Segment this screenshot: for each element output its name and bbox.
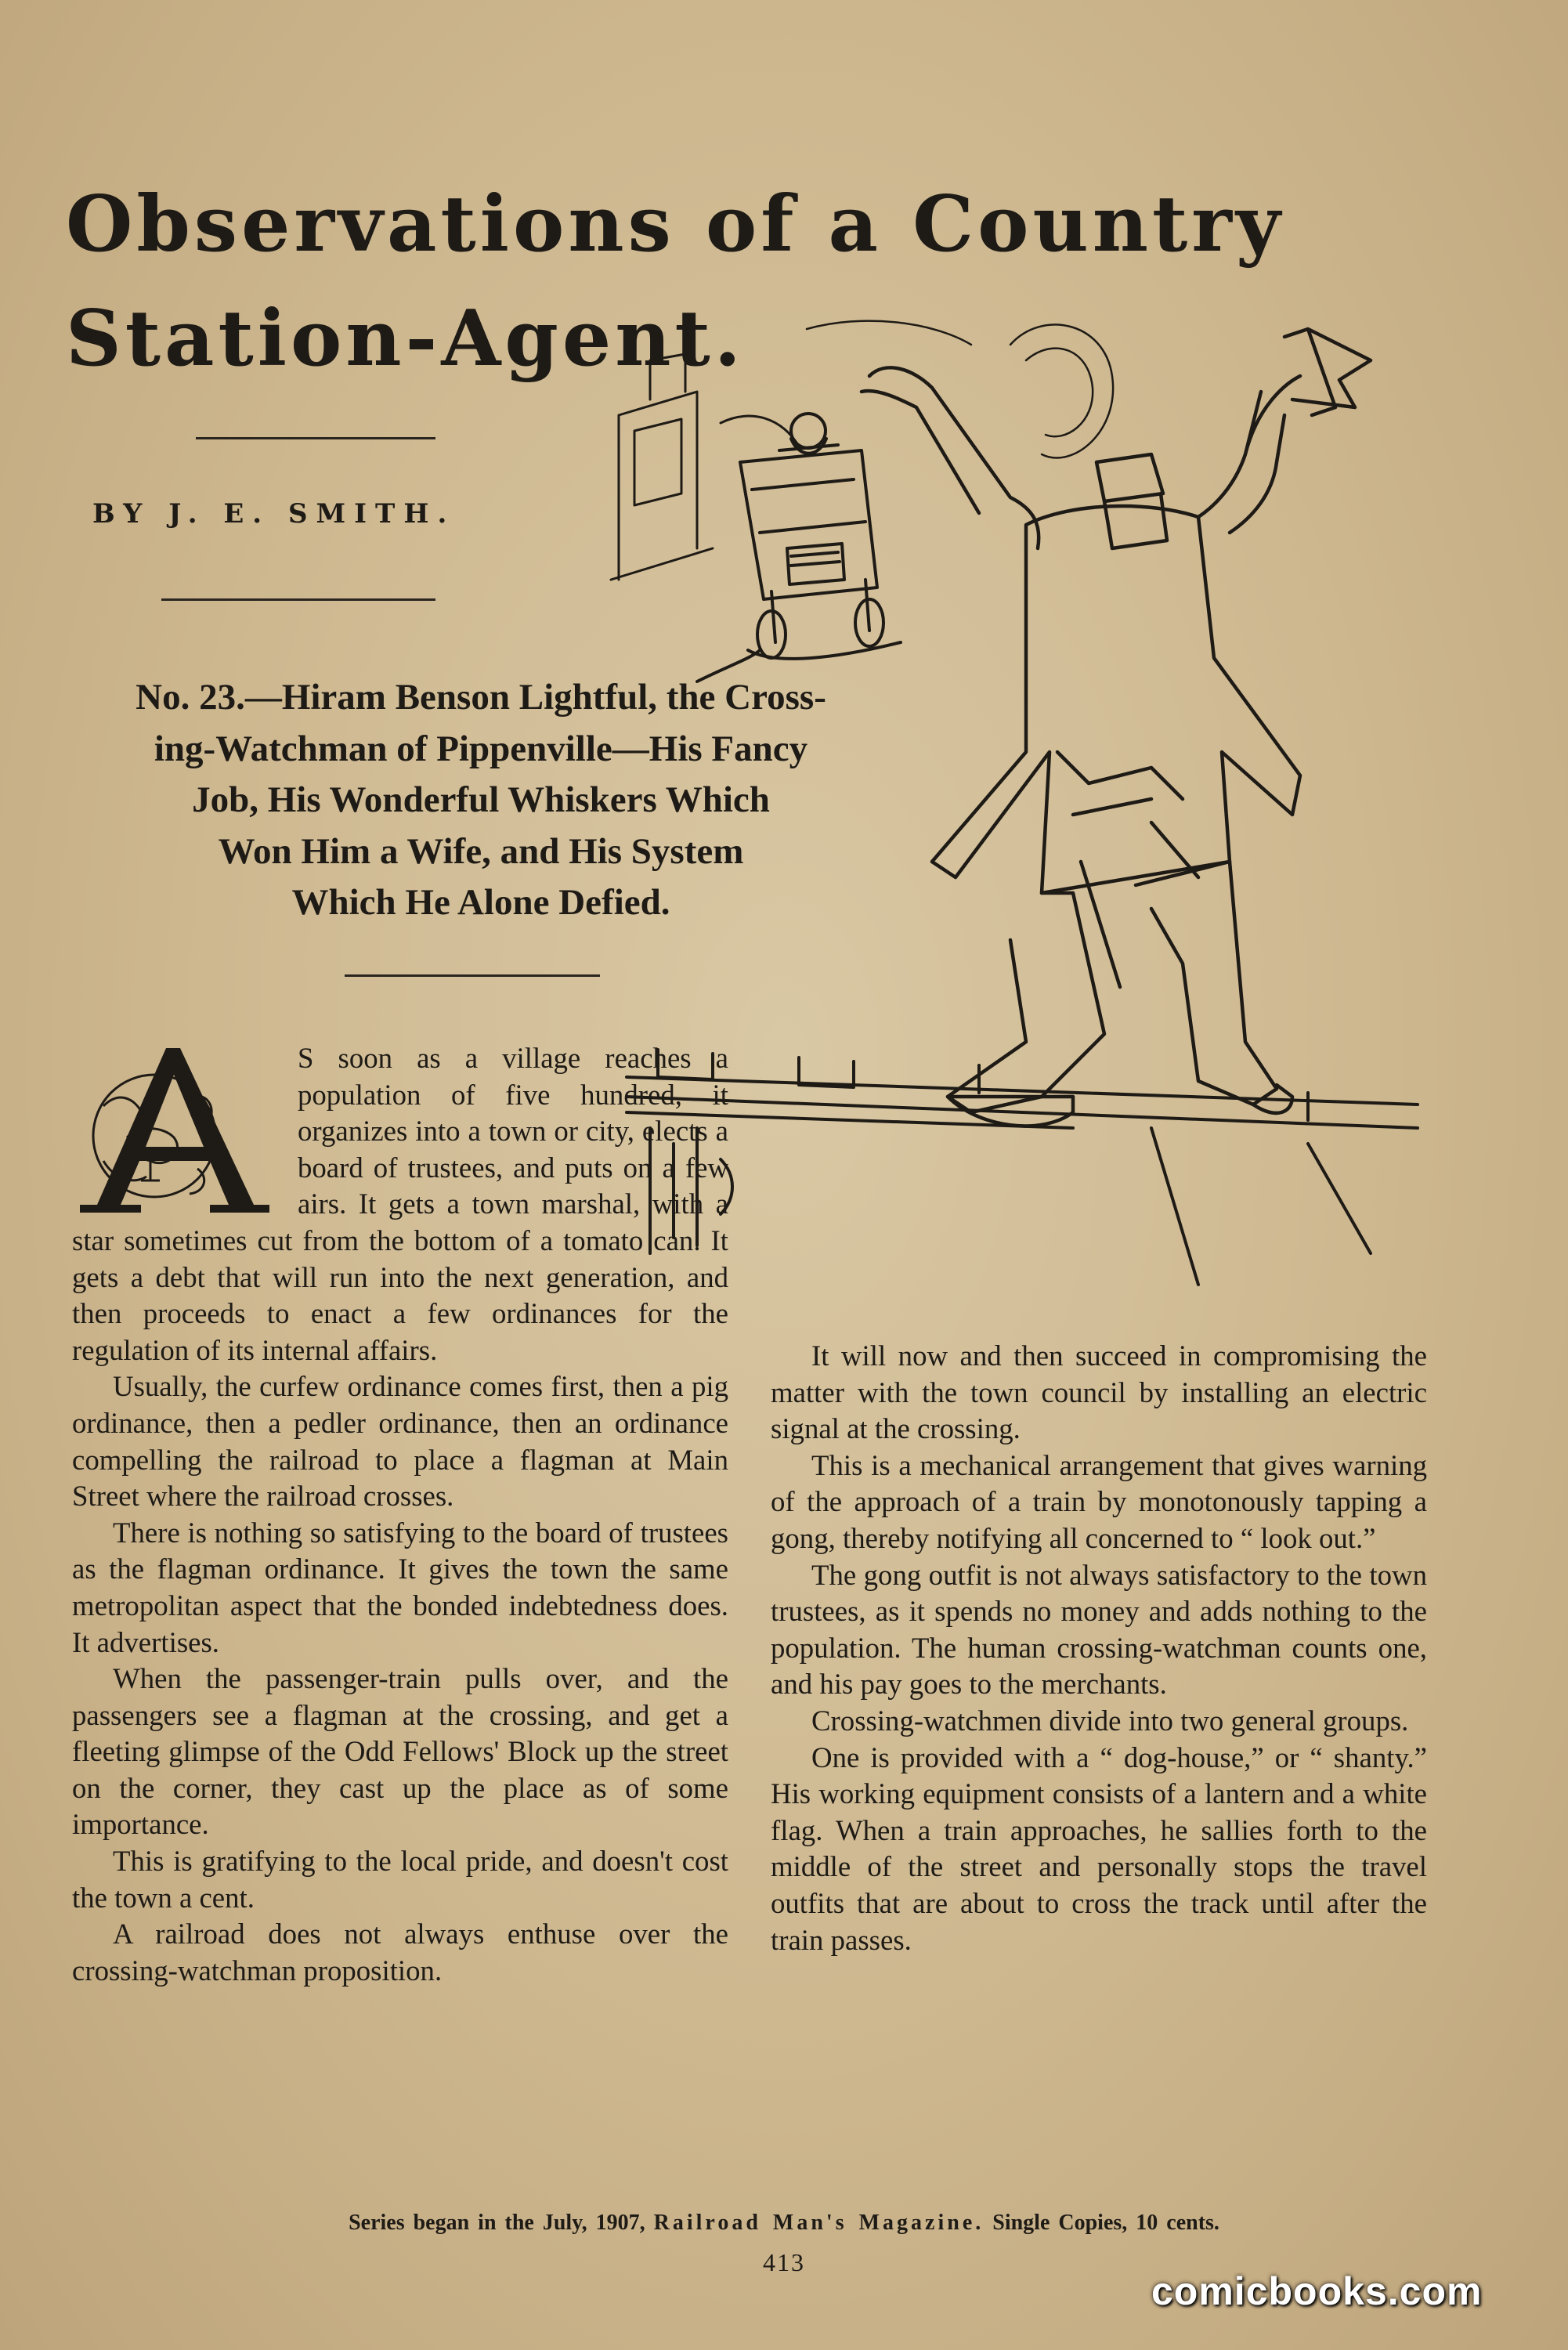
article-title-line-2: Station-Agent. (66, 294, 745, 384)
watchman-figure (862, 329, 1371, 1126)
divider-rule-1 (196, 437, 435, 439)
subhead-line-3: Job, His Wonderful Whiskers Which (192, 779, 770, 820)
page-footer (0, 2211, 1568, 2236)
subhead-line-2: ing-Watchman of Pippenville—His Fancy (154, 728, 808, 769)
left-paragraph-3: There is nothing so satisfying to the board of trustees as the flagman ordinance. It gives the town the same metropolitan aspect that the bonded indebtedness does. It advertises. (72, 1516, 728, 1658)
subhead-line-5: Which He Alone Defied. (291, 882, 670, 923)
flag-motion-lines (807, 321, 1113, 458)
automobile-sketch (697, 414, 901, 682)
byline: BY J. E. SMITH. (92, 498, 456, 530)
left-paragraph-1: S soon as a village reaches a population of five hundred, it organizes into a town or city, elects a board of trustees, and puts on a few airs. It gets a town marshal, with a star sometimes cut from the bottom of a tomato can. It gets a debt that will run into the next generation, and then proceeds to enact a few ordinances for the regulation of its internal affairs. (72, 1042, 728, 1366)
site-watermark: comicbooks.com (1151, 2269, 1483, 2313)
subhead-line-4: Won Him a Wife, and His System (218, 830, 744, 872)
drop-cap-ornament-icon (72, 1043, 276, 1217)
right-paragraph-3: The gong outfit is not always satisfactory to the town trustees, as it spends no money and adds nothing to the population. The human crossing-watchman counts one, and his pay goes to the merchants. (771, 1558, 1427, 1701)
footer-magazine-name: Railroad Man's Magazine. (653, 2211, 985, 2235)
article-title-line-1: Observations of a Country (66, 179, 1284, 269)
right-paragraph-1: It will now and then succeed in compromising the matter with the town council by installing an electric signal at the crossing. (771, 1340, 1427, 1445)
footer-price: Single Copies, 10 cents. (992, 2211, 1219, 2235)
article-column-right (771, 1338, 1427, 1958)
divider-rule-3 (345, 974, 600, 977)
subhead-line-1: No. 23.—Hiram Benson Lightful, the Cross- (135, 677, 826, 718)
footer-series-note: Series began in the July, 1907, (349, 2211, 645, 2235)
left-paragraph-5: This is gratifying to the local pride, and doesn't cost the town a cent. (72, 1845, 728, 1914)
right-paragraph-5: One is provided with a “ dog-house,” or “ shanty.” His working equipment consists of a lantern and a white flag. When a train approaches, he sallies forth to the middle of the street and personally stops the travel outfits that are about to cross the track until after the train passes. (771, 1741, 1427, 1956)
watchman-illustration (603, 313, 1441, 1308)
page-number: 413 (763, 2248, 805, 2276)
left-paragraph-2: Usually, the curfew ordinance comes first, then a pig ordinance, then a pedler ordinance, then an ordinance compelling the railroad to place a flagman at Main Street where the railroad crosses. (72, 1370, 728, 1513)
building-sketch (611, 354, 799, 580)
drop-cap-initial (72, 1043, 276, 1217)
left-paragraph-6: A railroad does not always enthuse over the crossing-watchman proposition. (72, 1918, 728, 1987)
right-paragraph-4: Crossing-watchmen divide into two general groups. (811, 1704, 1409, 1737)
divider-rule-2 (161, 598, 435, 601)
article-column-left (72, 1040, 728, 1989)
right-paragraph-2: This is a mechanical arrangement that gives warning of the approach of a train by monotonously tapping a gong, thereby notifying all concerned to “ look out.” (771, 1448, 1427, 1554)
crossing-fence-sketch (627, 1050, 1418, 1285)
left-paragraph-4: When the passenger-train pulls over, and the passengers see a flagman at the crossing, and get a fleeting glimpse of the Odd Fellows' Block up the street on the corner, they cast up the place as of some importance. (72, 1662, 728, 1841)
